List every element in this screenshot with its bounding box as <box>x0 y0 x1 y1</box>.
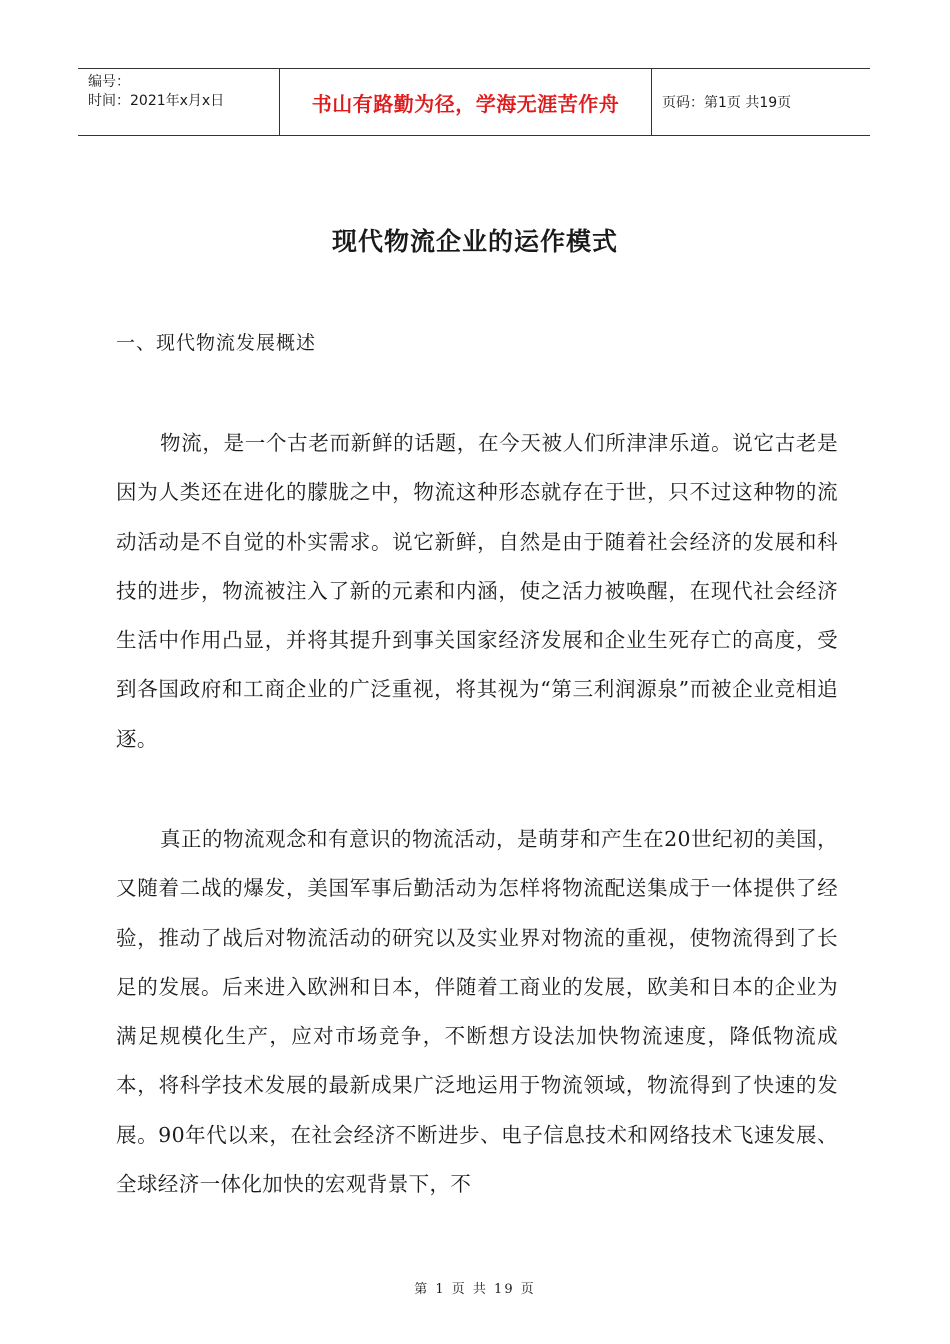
number-label: 编号： <box>88 74 130 90</box>
paragraph-1: 物流，是一个古老而新鲜的话题，在今天被人们所津津乐道。说它古老是因为人类还在进化的朦胧之中，物流这种形态就存在于世，只不过这种物的流动活动是不自觉的朴实需求。说它新鲜，自然是由于随着社会经济的发展和科技的进步，物流被注入了新的元素和内涵，使之活力被唤醒，在现代社会经济生活中作用凸显，并将其提升到事关国家经济发展和企业生死存亡的高度，受到各国政府和工商企业的广泛重视，将其视为“第三利润源泉”而被企业竞相追逐。 <box>116 431 838 751</box>
section-heading: 一、现代物流发展概述 <box>116 332 317 354</box>
document-title: 现代物流企业的运作模式 <box>331 227 618 256</box>
paragraph-2: 真正的物流观念和有意识的物流活动，是萌芽和产生在20世纪初的美国，又随着二战的爆发，美国军事后勤活动为怎样将物流配送集成于一体提供了经验，推动了战后对物流活动的研究以及实业界对物流的重视，使物流得到了长足的发展。后来进入欧洲和日本，伴随着工商业的发展，欧美和日本的企业为满足规模化生产，应对市场竞争，不断想方设法加快物流速度，降低物流成本，将科学技术发展的最新成果广泛地运用于物流领域，物流得到了快速的发展。90年代以来，在社会经济不断进步、电子信息技术和网络技术飞速发展、全球经济一体化加快的宏观背景下，不 <box>116 827 838 1197</box>
page-footer: 第 1 页 共 19 页 <box>414 1282 536 1297</box>
date-label: 时间：2021年x月x日 <box>88 93 225 109</box>
header-motto-cell <box>280 69 652 135</box>
header-meta <box>78 69 280 135</box>
header-motto: 书山有路勤为径，学海无涯苦作舟 <box>311 91 620 116</box>
page-header <box>78 68 870 136</box>
header-page-info: 页码：第1页 共19页 <box>662 95 792 111</box>
